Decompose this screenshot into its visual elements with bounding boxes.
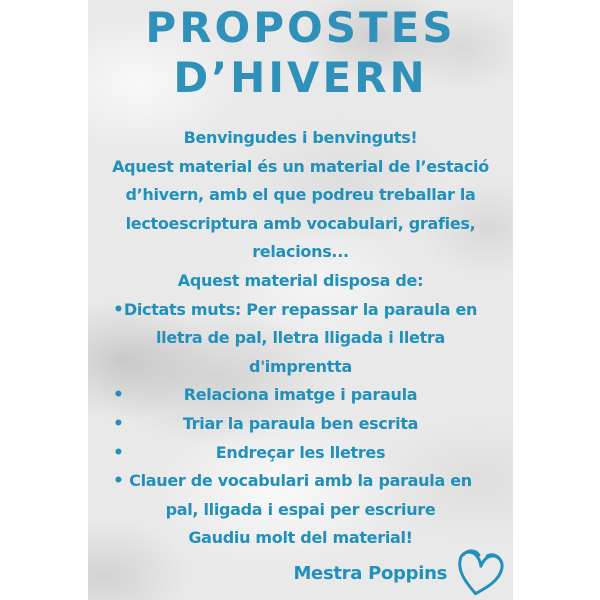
heart-doodle-icon [449,545,509,600]
winter-proposals-poster [88,0,513,600]
poster-body-text [88,124,513,553]
title-line-1: PROPOSTES [145,3,456,52]
list-item-relaciona: • Relaciona imatge i paraula [88,381,513,410]
bullet-marker: • [113,442,124,463]
intro-line: lectoescriptura amb vocabulari, grafies, [125,213,476,233]
list-item-dictats-cont: d'imprentta [249,356,352,376]
bullet-marker: • [113,413,124,434]
list-item-clauer: • Clauer de vocabulari amb la paraula en [88,467,513,496]
title-line-2: D’HIVERN [173,53,428,102]
list-item-dictats: • Dictats muts: Per repassar la paraula en [88,296,513,325]
signature-name: Mestra Poppins [293,563,447,585]
list-item-clauer-cont: pal, lligada i espai per escriure [165,499,436,519]
page-title [88,0,513,103]
list-item-endrecar: • Endreçar les lletres [88,439,513,468]
bullet-marker: • [113,299,124,320]
intro-line: relacions... [252,242,349,262]
closing-line: Gaudiu molt del material! [188,528,413,548]
intro-line: d’hivern, amb el que podreu treballar la [125,185,476,205]
bullet-marker: • [113,471,124,492]
signature-row [88,549,513,599]
list-heading: Aquest material disposa de: [177,270,424,290]
bullet-marker: • [113,385,124,406]
list-item-triar: • Triar la paraula ben escrita [88,410,513,439]
intro-line: Aquest material és un material de l’estació [112,156,489,176]
greeting-line: Benvingudes i benvinguts! [183,128,418,147]
list-item-dictats-cont: lletra de pal, lletra lligada i lletra [155,328,446,348]
